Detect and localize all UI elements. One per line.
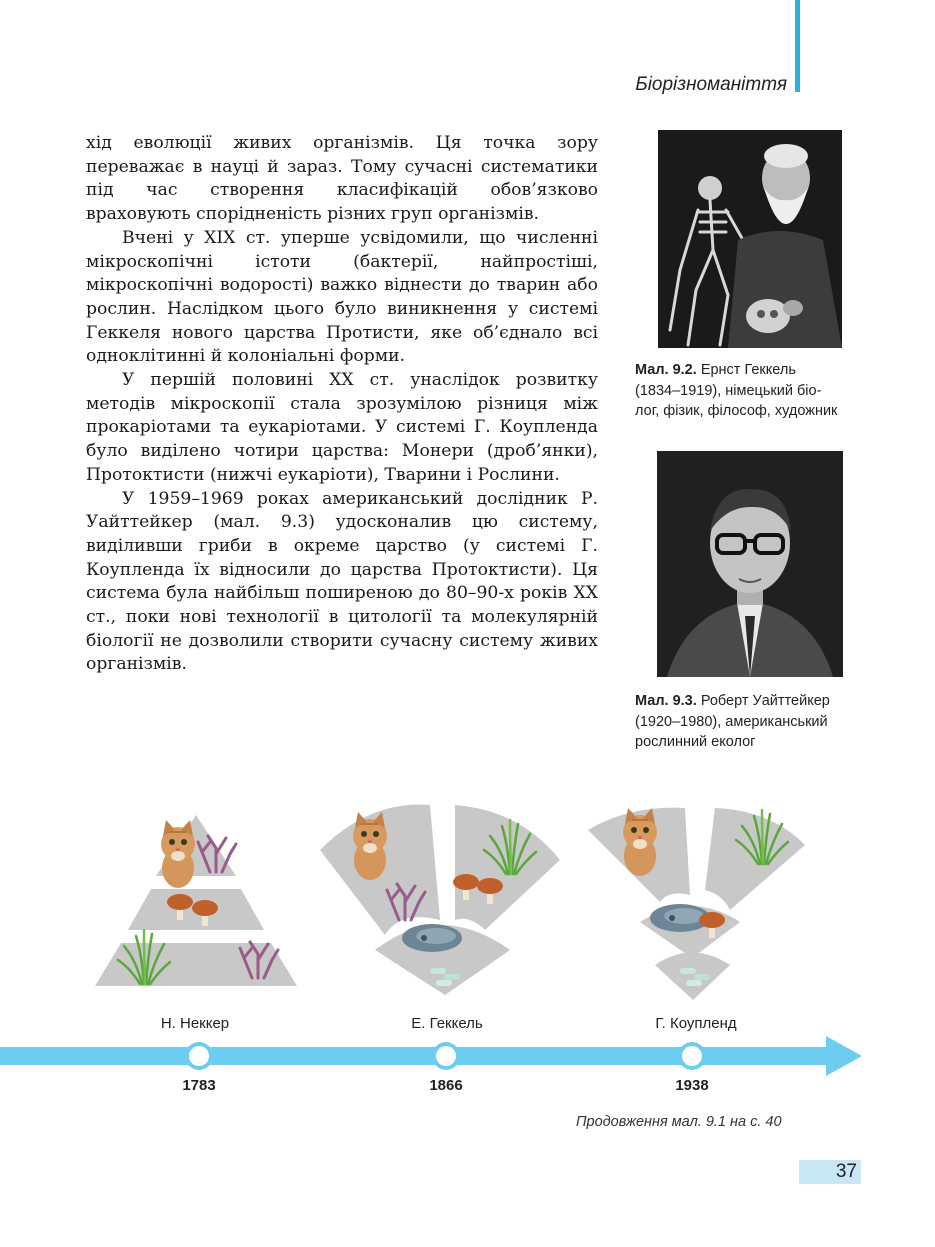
fig92-caption [635, 360, 875, 422]
fig92-label: Мал. 9.2. [635, 362, 697, 378]
header-accent-bar [795, 0, 800, 92]
haeckel-fan [320, 805, 560, 995]
timeline-year-3: 1938 [675, 1077, 709, 1094]
whittaker-photo [657, 451, 843, 677]
fig92-line1: Ернст Геккель [700, 362, 796, 378]
fig93-label: Мал. 9.3. [635, 693, 697, 709]
fig93-line1: Роберт Уайттейкер [700, 693, 830, 709]
timeline-node-1 [185, 1042, 213, 1070]
paragraph-3: У першій половині XX ст. унаслідок розвитку методів мікроскопії стала зрозумілою різниця між прокаріотами та еукаріотами. У системі Г. Коупленда було виділено чотири царства: Монери (дроб’янки), Протоктисти (нижчі еукаріоти), Тварини і Рослини. [86, 370, 598, 485]
fig92-line2: (1834–1919), німецький біо- [635, 382, 822, 399]
figure-continuation-note: Продовження мал. 9.1 на с. 40 [576, 1114, 782, 1130]
necker-pyramid [95, 815, 297, 986]
timeline-year-2: 1866 [429, 1077, 463, 1094]
haeckel-photo [658, 130, 842, 348]
fig93-line2: (1920–1980), американський [635, 713, 828, 730]
fig92-line3: лог, фізик, філософ, художник [635, 403, 838, 419]
paragraph-2: Вчені у XIX ст. уперше усвідомили, що численні мікроскопічні істоти (бактерії, найпростіші, мікроскопічні водорості) важко віднести до тварин або рослин. Наслідком цього було виникнення у системі Геккеля нового царства Протисти, яке об’єднало всі одноклітинні й колоніальні форми. [86, 227, 598, 367]
body-text-column [86, 132, 598, 677]
timeline-name-2: Е. Геккель [411, 1015, 483, 1032]
fig93-line3: рослинний еколог [635, 734, 756, 750]
classification-diagram [0, 790, 935, 1020]
page-number: 37 [835, 1161, 857, 1182]
fig93-caption [635, 691, 875, 753]
section-title: Біорізноманіття [635, 74, 787, 95]
timeline-arrow [0, 1032, 935, 1080]
timeline-node-3 [678, 1042, 706, 1070]
timeline-node-2 [432, 1042, 460, 1070]
timeline-name-3: Г. Коупленд [655, 1015, 737, 1032]
page-number-box [799, 1160, 861, 1184]
paragraph-4: У 1959–1969 роках американський дослідник Р. Уайттейкер (мал. 9.3) удосконалив цю систему, виділивши гриби в окреме царство (у системі Г. Коупленда їх відносили до царства Протоктисти). Ця система була найбільш поширеною до 80–90-х років XX ст., поки нові технології в цитології та молекулярній біології не дозволили створити сучасну систему живих організмів. [86, 488, 598, 675]
timeline-name-1: Н. Неккер [160, 1015, 230, 1032]
paragraph-1: хід еволюції живих організмів. Ця точка зору переважає в науці й зараз. Тому сучасні систематики під час створення класифікацій обов’язково враховують спорідненість різних груп організмів. [86, 133, 598, 225]
copeland-fan [588, 808, 805, 1000]
timeline-year-1: 1783 [182, 1077, 216, 1094]
